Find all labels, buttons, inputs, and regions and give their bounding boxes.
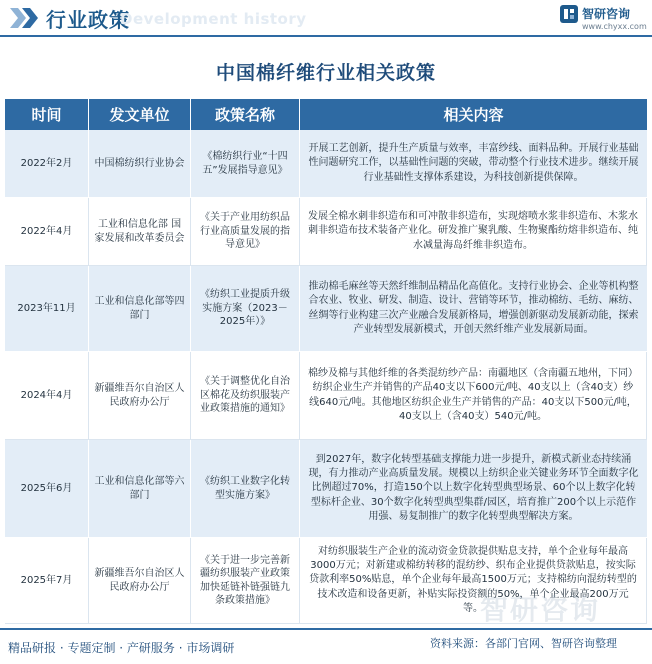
row-content: 对纺织服装生产企业的流动资金贷款提供贴息支持，单个企业每年最高3000万元；对新建或棉纺转移的混纺纱、织布企业提供贷款贴息，按实际贷款利率50%贴息，单个企业每年最高1500万元；支持棉纺向混纺转型的技术改造和设备更新，补贴实际投资额的50%，单个企业最高200万元等。: [300, 538, 647, 623]
row-issuer: 工业和信息化部等六部门: [89, 440, 191, 537]
row-policy: 《纺织工业提质升级实施方案（2023－2025年）》: [191, 266, 300, 351]
table-row: [5, 440, 647, 538]
watermark: 智研咨询: [480, 593, 601, 626]
double-chevron-icon: [8, 8, 42, 28]
header-divider: [0, 35, 652, 37]
column-header-issuer: 发文单位: [89, 99, 191, 130]
footer-services: 精品研报 · 专题定制 · 产研服务 · 市场调研: [8, 641, 235, 655]
row-issuer: 新疆维吾尔自治区人民政府办公厅: [89, 352, 191, 439]
row-content: 开展工艺创新，提升生产质量与效率，丰富纱线、面料品种。开展行业基础性问题研究工作，以基础性问题的突破，带动整个行业技术进步。继续开展行业基础性支撑体系建设，为科技创新提供保障。: [308, 143, 639, 183]
row-issuer: 新疆维吾尔自治区人民政府办公厅: [89, 538, 191, 623]
footer-source: 资料来源：各部门官网、智研咨询整理: [430, 637, 617, 650]
brand-logo-icon: [560, 5, 578, 23]
table-row: [5, 352, 647, 440]
table-row: [5, 198, 647, 266]
row-content: 到2027年，数字化转型基础支撑能力进一步提升，新模式新业态持续涌现，有力推动产业高质量发展。规模以上纺织企业关键业务环节全面数字化比例超过70%，打造150个以上数字化转型典型场景、60个以上数字化转型标杆企业、30个数字化转型典型集群/园区，培育推广200个以上示范作用强、易复制推广的数字化转型典型解决方案。: [308, 454, 639, 522]
brand-url: www.chyxx.com: [582, 22, 647, 31]
header-bar: [0, 0, 652, 36]
brand-name: 智研咨询: [582, 7, 631, 21]
row-content: 棉纱及棉与其他纤维的各类混纺纱产品：南疆地区（含南疆五地州，下同）纺织企业生产并销售的产品40支以下600元/吨、40支以上（含40支）纱线640元/吨。其他地区纺织企业生产并销售的产品：40支以下500元/吨，40支以上（含40支）540元/吨。: [300, 352, 647, 439]
row-issuer: 中国棉纺织行业协会: [89, 130, 191, 197]
footer-divider: [0, 628, 652, 630]
column-header-date: 时间: [5, 99, 89, 130]
row-content: 推动棉毛麻丝等天然纤维制品精品化高值化。支持行业协会、企业等机构整合农业、牧业、研发、制造、设计、营销等环节，推动棉纺、毛纺、麻纺、丝绸等行业构建三次产业融合发展新格局，增强创新驱动发展新动能，探索产业转型发展新模式，开创天然纤维产业发展新局面。: [308, 281, 639, 335]
column-header-policy: 政策名称: [191, 99, 300, 130]
row-policy: 《纺织工业数字化转型实施方案》: [191, 440, 300, 537]
section-ghost-subtitle: Development history: [120, 10, 307, 28]
policy-table: [5, 99, 647, 624]
row-policy: 《关于产业用纺织品行业高质量发展的指导意见》: [191, 198, 300, 265]
row-content: 发展全棉水刺非织造布和可冲散非织造布，实现熔喷水浆非织造布、木浆水刺非织造布技术装备产业化。研发推广聚乳酸、生物聚酯纺熔非织造布、纯水减量海岛纤维非织造布。: [300, 198, 647, 265]
table-header-row: [5, 99, 647, 130]
row-policy: 《关于调整优化自治区棉花及纺织服装产业政策措施的通知》: [191, 352, 300, 439]
row-policy: 《关于进一步完善新疆纺织服装产业政策加快延链补链强链九条政策措施》: [191, 538, 300, 623]
row-date: 2022年2月: [5, 130, 89, 197]
row-date: 2025年6月: [5, 440, 89, 537]
row-issuer: 工业和信息化部 国家发展和改革委员会: [89, 198, 191, 265]
row-policy: 《棉纺织行业“十四五”发展指导意见》: [191, 130, 300, 197]
row-date: 2024年4月: [5, 352, 89, 439]
row-issuer: 工业和信息化部等四部门: [89, 266, 191, 351]
footer-bar: [0, 628, 652, 664]
section-title: 行业政策: [46, 8, 130, 32]
table-row: [5, 130, 647, 198]
column-header-content: 相关内容: [443, 106, 504, 124]
row-date: 2023年11月: [5, 266, 89, 351]
table-row: [5, 266, 647, 352]
row-date: 2022年4月: [5, 198, 89, 265]
row-date: 2025年7月: [5, 538, 89, 623]
table-title: 中国棉纤维行业相关政策: [215, 62, 436, 84]
